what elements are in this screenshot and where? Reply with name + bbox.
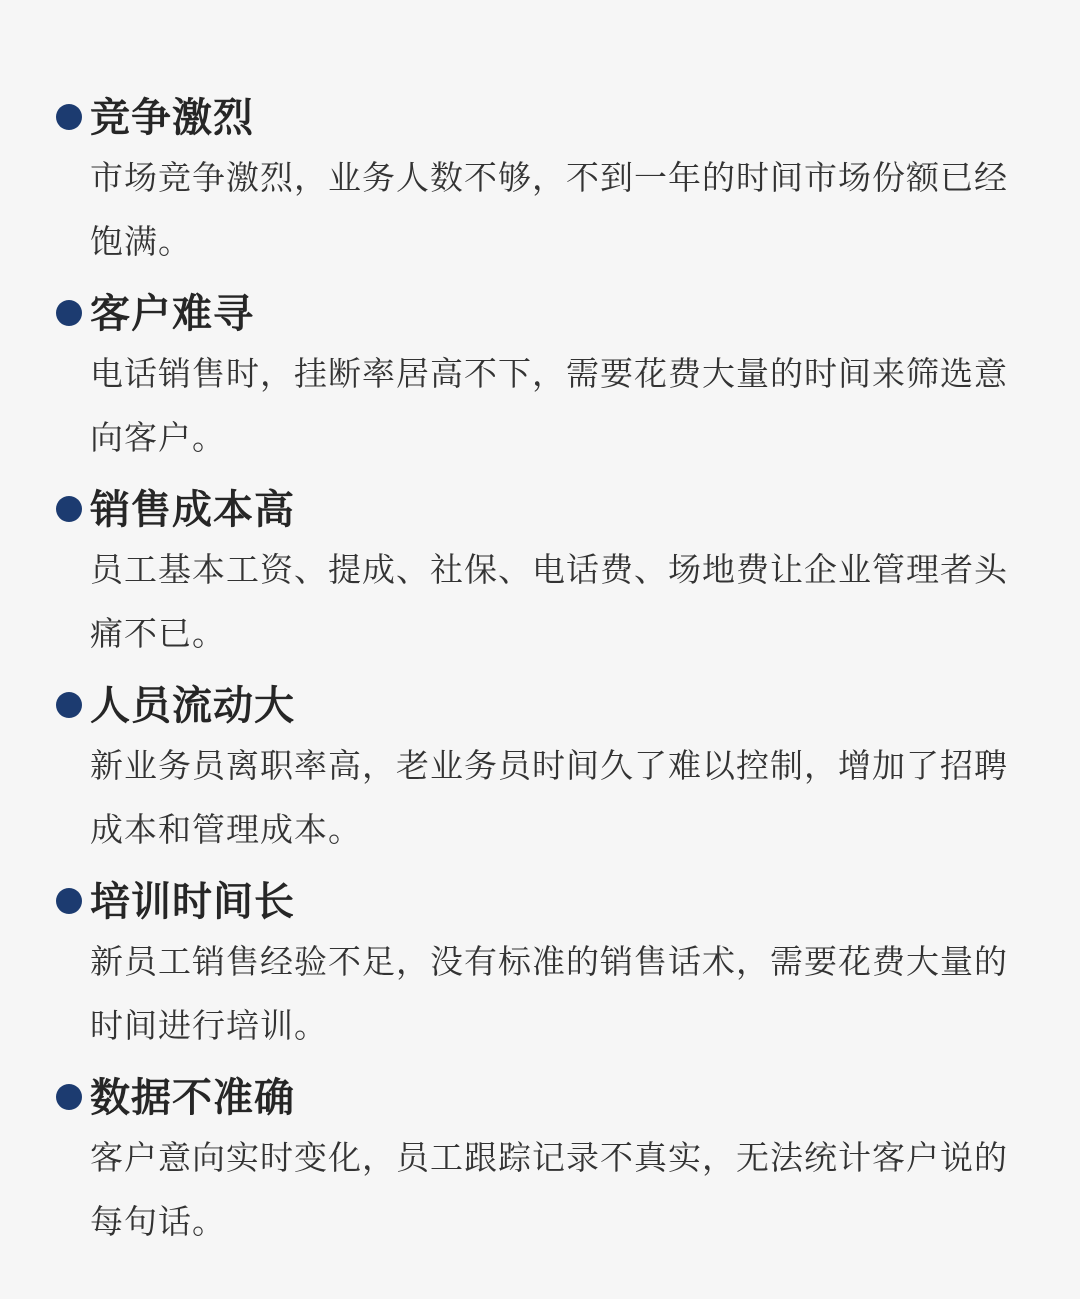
section-sales-cost <box>56 480 1036 676</box>
section-description: 市场竞争激烈，业务人数不够，不到一年的时间市场份额已经饱满。 <box>90 158 1008 261</box>
section-description: 新业务员离职率高，老业务员时间久了难以控制，增加了招聘成本和管理成本。 <box>90 746 1008 849</box>
bullet-dot-icon <box>56 300 82 326</box>
section-header <box>56 480 1036 536</box>
section-header <box>56 88 1036 144</box>
section-header <box>56 676 1036 732</box>
section-header <box>56 1068 1036 1124</box>
bullet-dot-icon <box>56 1084 82 1110</box>
section-title: 竞争激烈 <box>90 95 254 141</box>
section-description: 客户意向实时变化，员工跟踪记录不真实，无法统计客户说的每句话。 <box>90 1138 1008 1241</box>
section-customer-search <box>56 284 1036 480</box>
section-title: 人员流动大 <box>90 683 295 729</box>
bullet-dot-icon <box>56 888 82 914</box>
section-title: 数据不准确 <box>90 1075 295 1121</box>
section-training-time <box>56 872 1036 1068</box>
section-header <box>56 872 1036 928</box>
section-title: 培训时间长 <box>90 879 295 925</box>
section-description: 新员工销售经验不足，没有标准的销售话术，需要花费大量的时间进行培训。 <box>90 942 1008 1045</box>
section-description: 员工基本工资、提成、社保、电话费、场地费让企业管理者头痛不已。 <box>90 550 1008 653</box>
pain-points-list <box>56 88 1036 1264</box>
section-competition <box>56 88 1036 284</box>
bullet-dot-icon <box>56 104 82 130</box>
section-description: 电话销售时，挂断率居高不下，需要花费大量的时间来筛选意向客户。 <box>90 354 1008 457</box>
section-title: 客户难寻 <box>90 291 254 337</box>
bullet-dot-icon <box>56 692 82 718</box>
section-data-accuracy <box>56 1068 1036 1264</box>
section-title: 销售成本高 <box>90 487 295 533</box>
bullet-dot-icon <box>56 496 82 522</box>
section-staff-turnover <box>56 676 1036 872</box>
section-header <box>56 284 1036 340</box>
